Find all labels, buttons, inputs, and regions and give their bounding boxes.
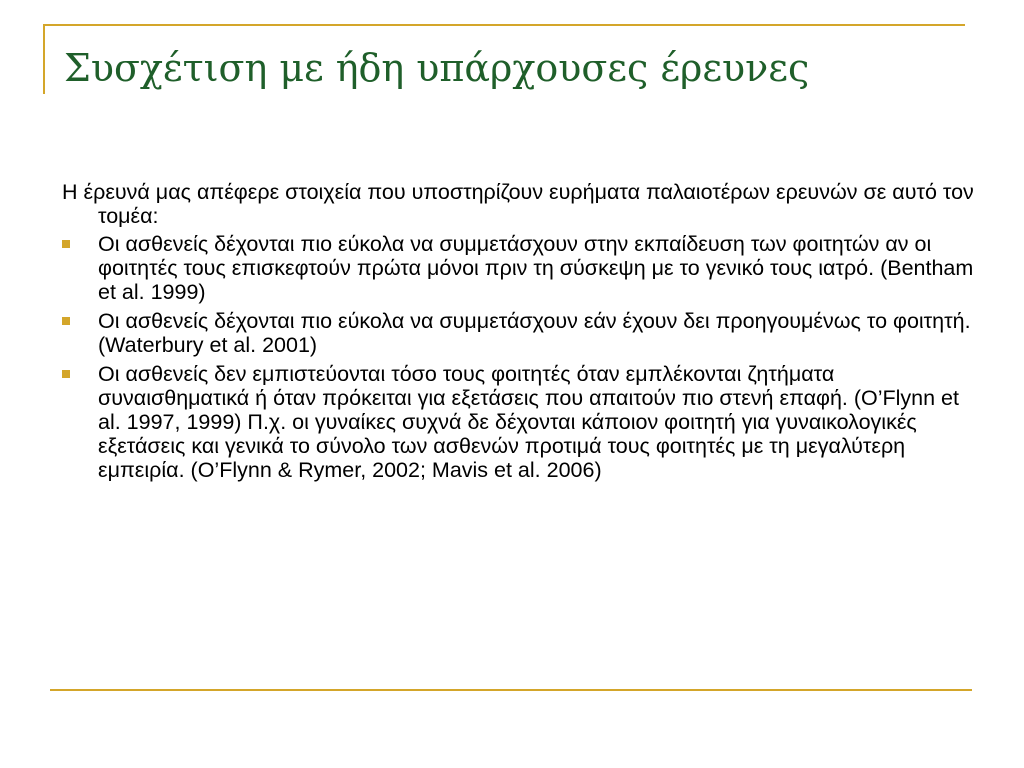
square-bullet-icon: [62, 317, 70, 325]
bullet-list: [62, 232, 977, 482]
bullet-item: [62, 232, 977, 304]
bullet-text: Οι ασθενείς δεν εμπιστεύονται τόσο τους φοιτητές όταν εμπλέκονται ζητήματα συναισθηματικά ή όταν πρόκειται για εξετάσεις που απαιτούν πιο στενή επαφή. (O’Flynn et al. 1997, 1999) Π.χ. οι γυναίκες συχνά δε δέχονται κάποιον φοιτητή για γυναικολογικές εξετάσεις και γενικά το σύνολο των ασθενών προτιμά τους φοιτητές με τη μεγαλύτερη εμπειρία. (O’Flynn & Rymer, 2002; Mavis et al. 2006): [98, 362, 959, 482]
bottom-rule: [50, 689, 972, 691]
square-bullet-icon: [62, 240, 70, 248]
slide-title: Συσχέτιση με ήδη υπάρχουσες έρευνες: [64, 46, 810, 90]
bullet-text: Οι ασθενείς δέχονται πιο εύκολα να συμμετάσχουν εάν έχουν δει προηγουμένως το φοιτητή. (Waterbury et al. 2001): [98, 309, 971, 357]
slide-body: [62, 180, 977, 487]
bullet-item: [62, 309, 977, 357]
intro-paragraph: Η έρευνά μας απέφερε στοιχεία που υποστηρίζουν ευρήματα παλαιοτέρων ερευνών σε αυτό τον τομέα:: [62, 180, 974, 228]
left-rule: [43, 24, 45, 94]
bullet-item: [62, 362, 977, 482]
top-rule: [43, 24, 965, 26]
square-bullet-icon: [62, 370, 70, 378]
bullet-text: Οι ασθενείς δέχονται πιο εύκολα να συμμετάσχουν στην εκπαίδευση των φοιτητών αν οι φοιτητές τους επισκεφτούν πρώτα μόνοι πριν τη σύσκεψη με το γενικό τους ιατρό. (Bentham et al. 1999): [98, 232, 974, 304]
